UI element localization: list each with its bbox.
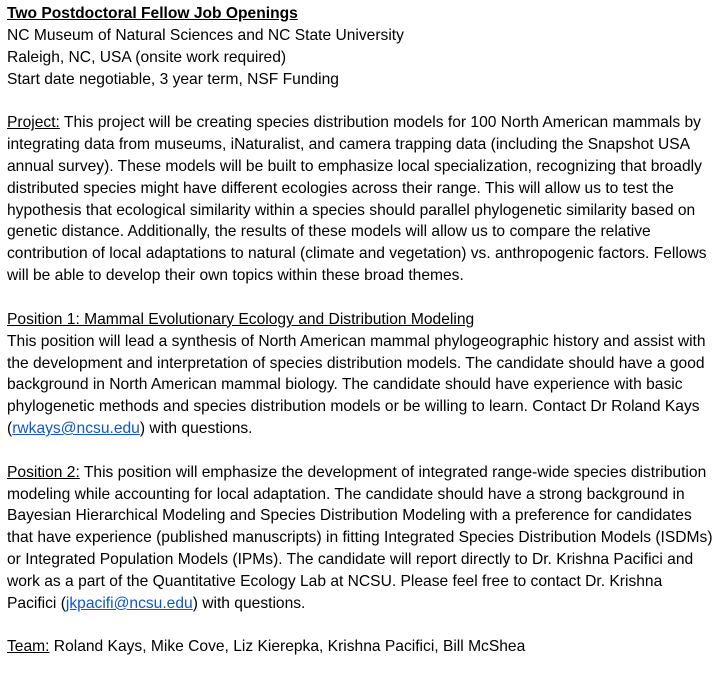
location-line: Raleigh, NC, USA (onsite work required) [7, 48, 287, 66]
position1-heading: Position 1: Mammal Evolutionary Ecology and Distribution Modeling [7, 310, 475, 328]
spacer [7, 90, 715, 112]
team-line [7, 636, 715, 658]
position1-email-link[interactable]: rwkays@ncsu.edu [12, 420, 140, 438]
position2-label: Position 2: [7, 463, 80, 481]
document-body [7, 3, 715, 658]
position1-text: This position will lead a synthesis of North American mammal phylogeographic history and assist with the development and interpretation of species distribution models. The candidate should have a good background in North American mammal biology. The candidate should have experience with basic phylogenetic methods and species distribution models or be willing to learn. Contact Dr Roland Kays ( [7, 332, 706, 438]
position2-text: This position will emphasize the development of integrated range-wide species distribution modeling while accounting for local adaptation. The candidate should have a strong background in Bayesian Hierarchical Modeling and Species Distribution Modeling with a preference for candidates that have experience (published manuscripts) in fitting Integrated Species Distribution Models (ISDMs) or Integrated Population Models (IPMs). The candidate will report directly to Dr. Krishna Pacifici and work as a part of the Quantitative Ecology Lab at NCSU. Please feel free to contact Dr. Krishna Pacifici ( [7, 463, 713, 612]
position2-paragraph [7, 462, 715, 615]
spacer [7, 287, 715, 309]
project-label: Project: [7, 114, 60, 132]
position2-text-after: ) with questions. [192, 594, 306, 612]
position2-email-link[interactable]: jkpacifi@ncsu.edu [65, 594, 193, 612]
terms-line: Start date negotiable, 3 year term, NSF Funding [7, 70, 339, 88]
spacer [7, 440, 715, 462]
institution-line: NC Museum of Natural Sciences and NC State University [7, 26, 404, 44]
position1-paragraph [7, 331, 715, 440]
team-members: Roland Kays, Mike Cove, Liz Kierepka, Krishna Pacifici, Bill McShea [49, 638, 526, 656]
project-paragraph [7, 112, 715, 287]
spacer [7, 615, 715, 637]
team-label: Team: [7, 638, 50, 656]
page-title: Two Postdoctoral Fellow Job Openings [7, 5, 298, 22]
position1-text-after: ) with questions. [139, 420, 253, 438]
project-text: This project will be creating species distribution models for 100 North American mammals by integrating data from museums, iNaturalist, and camera trapping data (including the Snapshot USA annual survey). These models will be built to emphasize local specialization, recognizing that broadly distributed species might have different ecologies across their range. This will allow us to test the hypothesis that ecological similarity within a species should parallel phylogenetic similarity based on genetic distance. Additionally, the results of these models will allow us to compare the relative contribution of local adaptations to natural (climate and vegetation) vs. anthropogenic factors. Fellows will be able to develop their own topics within these broad themes. [7, 114, 707, 285]
